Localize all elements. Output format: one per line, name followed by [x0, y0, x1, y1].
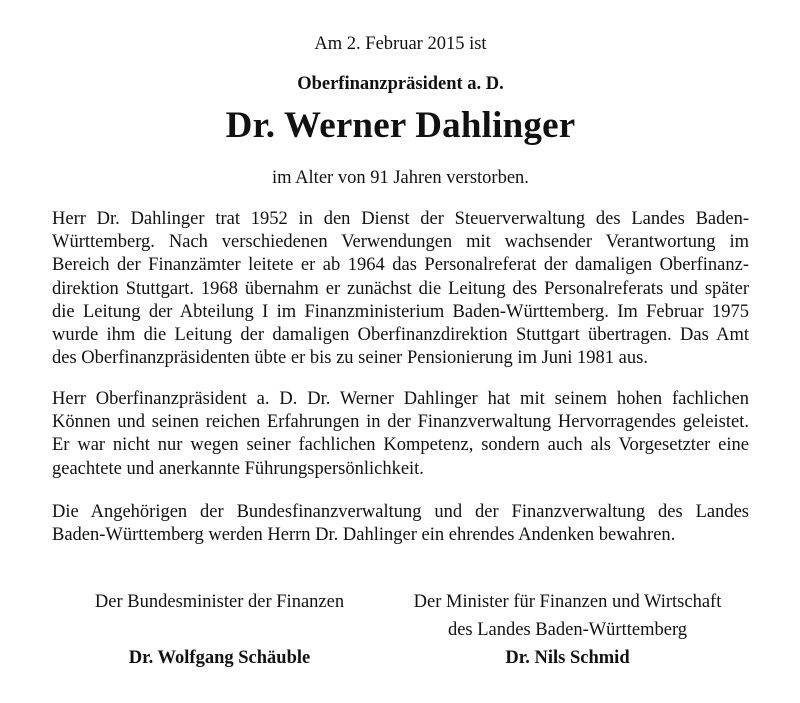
text-line: des Oberfinanzpräsidenten übte er bis zu seiner Pensionierung im Juni 1981 aus.: [52, 348, 648, 369]
age-line: im Alter von 91 Jahren verstorben.: [272, 168, 529, 188]
text-line: Herr Oberfinanzpräsident a. D. Dr. Werner Dahlinger hat mit seinem hohen fachlichen: [52, 389, 749, 409]
text-line: direktion Stuttgart. 1968 übernahm er zunächst die Leitung des Personalreferats und später: [52, 278, 749, 299]
signatory-name: Dr. Wolfgang Schäuble: [128, 648, 311, 668]
text-line: die Leitung der Abteilung I im Finanzministerium Baden-Württemberg. Im Februar 1975: [52, 301, 749, 322]
text-line: Württemberg. Nach verschiedenen Verwendungen mit wachsender Verantwortung im: [52, 232, 749, 253]
text-line: geachtete und anerkannte Führungspersönlichkeit.: [52, 458, 424, 479]
text-line: Herr Dr. Dahlinger trat 1952 in den Dienst der Steuerverwaltung des Landes Baden-: [52, 209, 749, 229]
signatory-office: Der Bundesminister der Finanzen: [94, 592, 345, 612]
rank-title: Oberfinanzpräsident a. D.: [297, 74, 504, 94]
text-line: Bereich der Finanzämter leitete er ab 1964 das Personalreferat der damaligen Oberfinanz-: [52, 255, 749, 276]
text-line: Können und seinen reichen Erfahrungen in der Finanzverwaltung Hervorragendes geleistet.: [52, 412, 749, 433]
text-line: Er war nicht nur wegen seiner fachlichen Kompetenz, sondern auch als Vorgesetzter eine: [52, 435, 749, 456]
text-line: Die Angehörigen der Bundesfinanzverwaltung und der Finanzverwaltung des Landes: [52, 502, 749, 522]
obituary-notice: [52, 0, 749, 703]
career-paragraph: [52, 208, 749, 370]
text-line: wurde ihm die Leitung der damaligen Oberfinanzdirektion Stuttgart übertragen. Das Amt: [52, 325, 749, 346]
remembrance-paragraph: [52, 501, 749, 547]
signatory-office-state: des Landes Baden-Württemberg: [447, 620, 688, 640]
signatory-name: Dr. Nils Schmid: [505, 648, 630, 668]
tribute-paragraph: [52, 388, 749, 481]
signatory-office: Der Minister für Finanzen und Wirtschaft: [413, 592, 722, 612]
intro-line: Am 2. Februar 2015 ist: [314, 34, 487, 54]
text-line: Baden-Württemberg werden Herrn Dr. Dahlinger ein ehrendes Andenken bewahren.: [52, 525, 676, 546]
deceased-name: Dr. Werner Dahlinger: [225, 105, 576, 146]
